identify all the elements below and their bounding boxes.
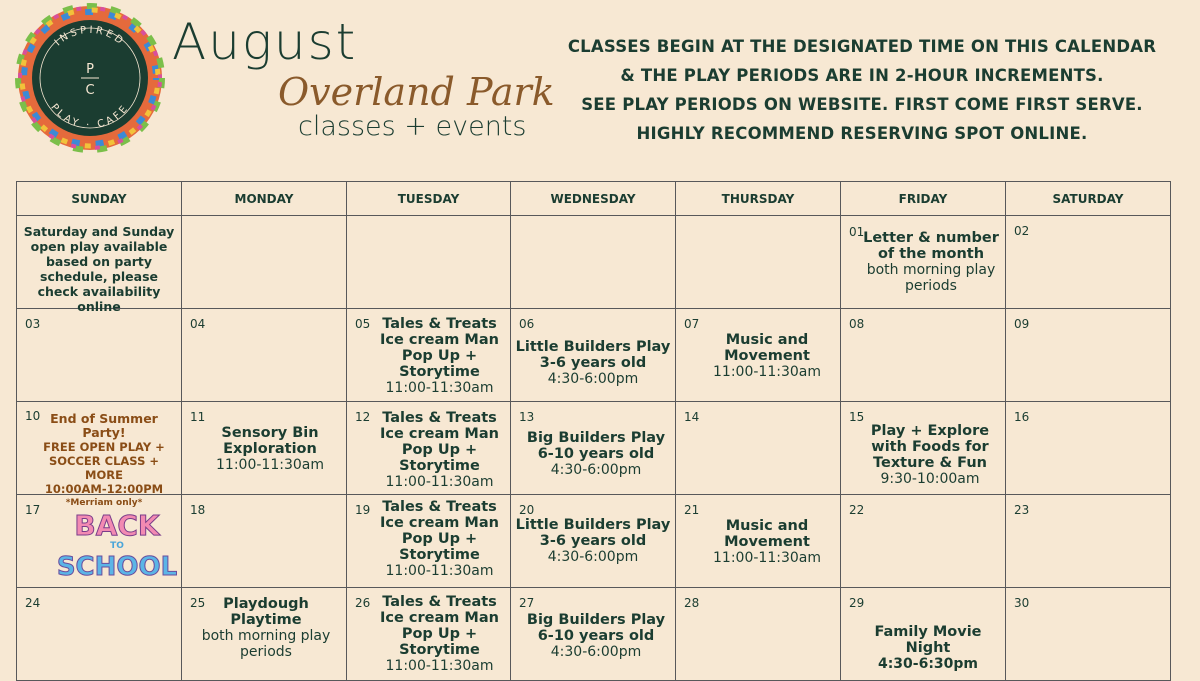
day-cell [182,216,347,309]
day-number: 18 [190,503,206,517]
day-number: 30 [1014,596,1030,610]
notice-line: & THE PLAY PERIODS ARE IN 2-HOUR INCREMENTS. [620,66,1104,85]
day-cell [676,216,841,309]
notice-line: HIGHLY RECOMMEND RESERVING SPOT ONLINE. [636,124,1088,143]
weekday-sunday: SUNDAY [17,182,182,216]
day-number: 05 [355,317,371,331]
event-time: 11:00-11:30am [385,474,494,490]
event [369,410,510,490]
day-number: 01 [849,225,865,239]
day-number: 10 [25,409,41,423]
event [212,425,328,473]
logo-top-text: INSPIRED [52,24,128,49]
school-text: SCHOOL [57,552,177,582]
event-time: 4:30-6:00pm [550,644,642,660]
event-time: 11:00-11:30am [216,457,324,473]
day-cell [511,216,676,309]
day-cell [182,309,347,402]
day-number: 16 [1014,410,1030,424]
day-cell [347,588,511,681]
event-title: Music and Movement [724,518,810,550]
day-number: 28 [684,596,700,610]
day-cell [841,588,1006,681]
day-number: 04 [190,317,206,331]
week-row [17,588,1171,681]
event-title: Tales & Treats Ice cream Man Pop Up + Storytime [380,499,499,563]
event-time: 11:00-11:30am [713,364,821,380]
day-number: 12 [355,410,371,424]
event-title: Play + Explore with Foods for Texture & Fun [870,423,990,471]
event [369,499,510,579]
day-cell [182,402,347,495]
day-cell [511,588,676,681]
event [369,316,510,396]
event-time: 4:30-6:00pm [547,549,639,565]
event-time: 4:30-6:00pm [550,462,642,478]
event-title: Letter & number of the month [863,230,999,262]
notice-line: SEE PLAY PERIODS ON WEBSITE. FIRST COME FIRST SERVE. [581,95,1143,114]
day-cell [841,402,1006,495]
event [706,518,828,566]
event-subtitle: both morning play periods [866,262,996,294]
day-cell [511,495,676,588]
day-cell [841,309,1006,402]
weekday-friday: FRIDAY [841,182,1006,216]
event-time: 11:00-11:30am [385,380,494,396]
day-cell [347,495,511,588]
event-title: Tales & Treats Ice cream Man Pop Up + Storytime [380,410,499,474]
day-number: 26 [355,596,371,610]
event-title: Tales & Treats Ice cream Man Pop Up + Storytime [380,594,499,658]
day-number: 02 [1014,224,1030,238]
day-number: 27 [519,596,535,610]
event-time: 4:30-6:30pm [877,656,979,672]
day-cell [511,309,676,402]
week-row [17,216,1171,309]
back-text: BACK [74,509,160,542]
event-title: Big Builders Play 6-10 years old [526,430,666,462]
day-cell [17,402,182,508]
event [517,612,675,660]
event [857,230,1005,294]
week-row [17,309,1171,402]
logo-monogram-p: P [86,62,94,77]
event [186,596,346,660]
day-number: 20 [519,503,535,517]
weekday-tuesday: TUESDAY [347,182,511,216]
event-title: Music and Movement [724,332,810,364]
event [369,594,510,674]
event-title: Tales & Treats Ice cream Man Pop Up + Storytime [380,316,499,380]
party-location-note: *Merriam only* [65,498,143,508]
day-cell [841,216,1006,309]
event [706,332,828,380]
day-cell [17,309,182,402]
day-number: 21 [684,503,700,517]
day-number: 23 [1014,503,1030,517]
class-notice [548,32,1176,148]
day-number: 03 [25,317,41,331]
day-number: 13 [519,410,535,424]
calendar-grid [16,181,1171,681]
day-cell [1006,216,1171,309]
day-cell [17,216,182,314]
subtitle: classes + events [298,111,527,142]
location-title: Overland Park [278,70,555,114]
event-time: 11:00-11:30am [713,550,821,566]
day-number: 19 [355,503,371,517]
weekday-saturday: SATURDAY [1006,182,1171,216]
event-title: Big Builders Play 6-10 years old [526,612,666,644]
event [865,423,995,487]
day-cell [347,309,511,402]
day-cell [347,402,511,495]
event-title: Playdough Playtime [223,596,309,628]
inspired-play-cafe-logo [15,3,165,153]
party-details: FREE OPEN PLAY + SOCCER CLASS + MORE [43,440,165,482]
event-time: 11:00-11:30am [385,658,494,674]
week-row [17,402,1171,495]
event-time: 9:30-10:00am [880,471,980,487]
notice-line: CLASSES BEGIN AT THE DESIGNATED TIME ON THIS CALENDAR [567,37,1157,56]
day-cell [1006,402,1171,495]
weekday-header-row [17,182,1171,216]
event-title: Family Movie Night [874,624,982,656]
event-title: Little Builders Play 3-6 years old [515,517,671,549]
to-text: TO [110,541,124,551]
party-title: End of Summer Party! [50,411,158,440]
day-cell [676,495,841,588]
day-cell [676,309,841,402]
month-title: August [172,13,358,71]
event-title: Little Builders Play 3-6 years old [515,339,671,371]
event [851,624,1005,672]
party-time: 10:00AM-12:00PM [44,482,164,496]
day-number: 17 [25,503,41,517]
logo-bottom-text: PLAY · CAFE [48,102,132,132]
day-cell [347,216,511,309]
weekday-thursday: THURSDAY [676,182,841,216]
event-title: Sensory Bin Exploration [221,425,319,457]
day-cell [511,402,676,495]
day-number: 15 [849,410,865,424]
day-number: 11 [190,410,206,424]
day-cell [182,495,347,588]
day-cell [676,402,841,495]
event-time: 4:30-6:00pm [547,371,639,387]
day-cell [1006,309,1171,402]
back-to-school-graphic [57,505,177,583]
open-play-note: Saturday and Sunday open play available based on party schedule, please check availability online [23,224,175,314]
day-cell [17,588,182,681]
day-cell [1006,588,1171,681]
event [511,339,675,387]
day-number: 25 [190,596,206,610]
day-cell [1006,495,1171,588]
event [511,517,675,565]
event [517,430,675,478]
day-cell [841,495,1006,588]
day-number: 14 [684,410,700,424]
week-row [17,495,1171,588]
event-time: 11:00-11:30am [385,563,494,579]
day-cell [676,588,841,681]
weekday-wednesday: WEDNESDAY [511,182,676,216]
day-number: 24 [25,596,41,610]
day-number: 09 [1014,317,1030,331]
day-number: 06 [519,317,535,331]
day-number: 08 [849,317,865,331]
day-cell [17,495,182,588]
day-number: 07 [684,317,700,331]
day-cell [182,588,347,681]
day-number: 22 [849,503,865,517]
logo-monogram-c: C [85,83,95,98]
weekday-monday: MONDAY [182,182,347,216]
day-number: 29 [849,596,865,610]
event-subtitle: both morning play periods [201,628,331,660]
